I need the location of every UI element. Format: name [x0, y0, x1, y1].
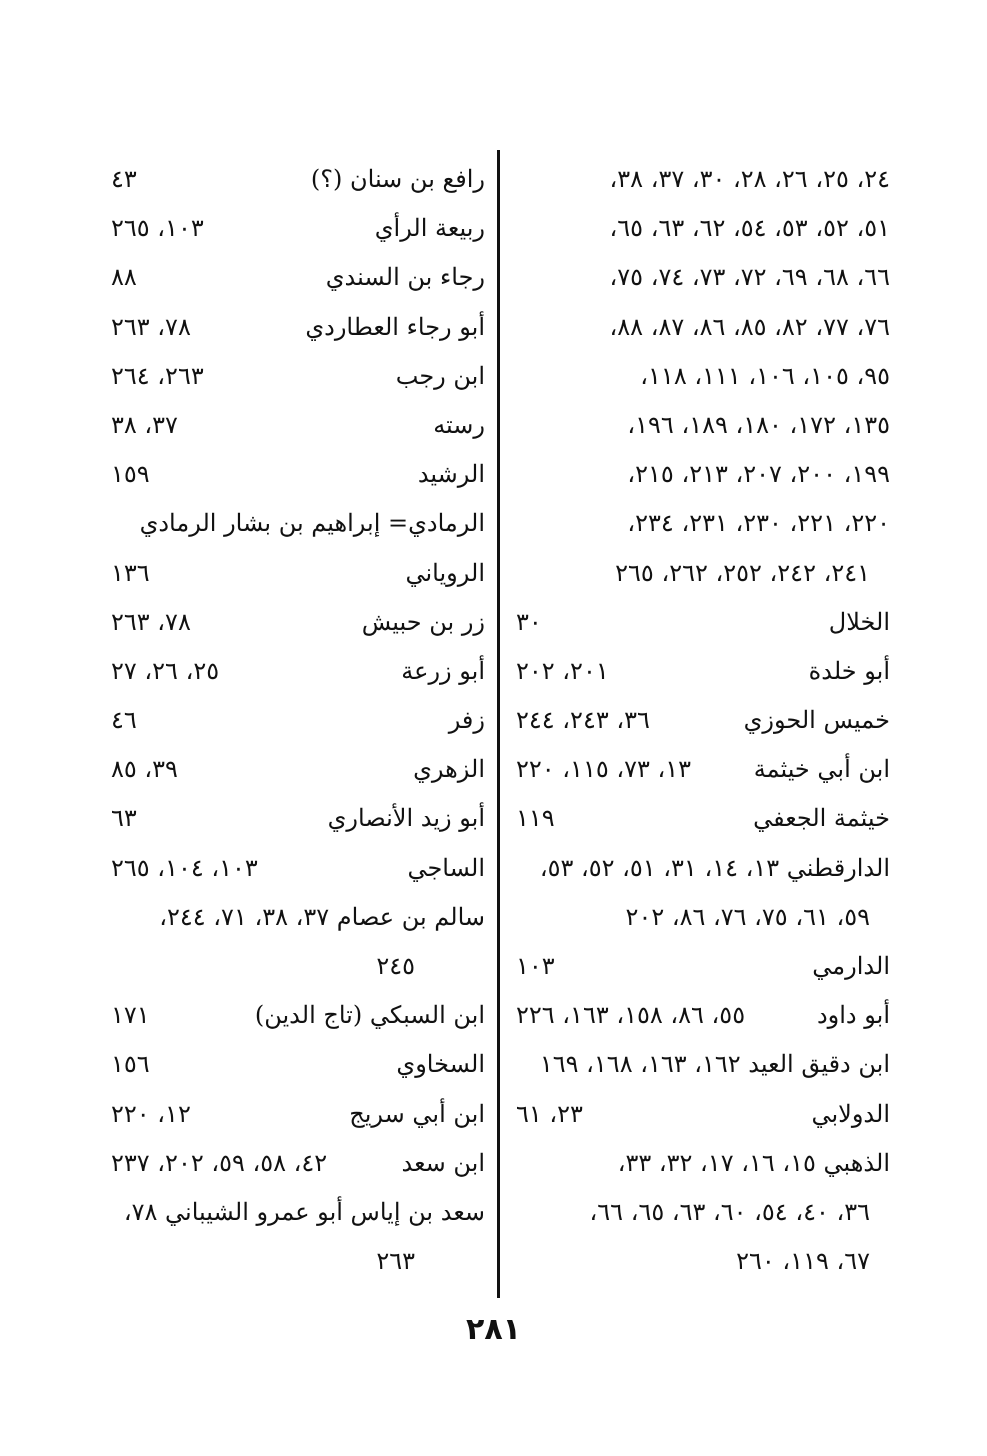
entry-name: ابن سعد — [401, 1148, 485, 1177]
entry-name: زفر — [448, 706, 485, 735]
index-entry — [105, 844, 485, 893]
entry-pages: ١٠٣، ٢٦٥ — [111, 214, 204, 243]
entry-pages: ٤٢، ٥٨، ٥٩، ٢٠٢، ٢٣٧ — [111, 1148, 328, 1177]
entry-text: سالم بن عصام ٣٧، ٣٨، ٧١، ٢٤٤، — [159, 902, 485, 931]
entry-name: الروياني — [405, 558, 485, 587]
entry-pages: ١٣٦ — [111, 558, 150, 587]
entry-text: الذهبي ١٥، ١٦، ١٧، ٣٢، ٣٣، — [617, 1148, 890, 1177]
entry-continuation: ٥١، ٥٢، ٥٣، ٥٤، ٦٢، ٦٣، ٦٥، — [609, 214, 890, 243]
entry-pages: ٤٦ — [111, 706, 137, 735]
entry-continuation: ٦٦، ٦٨، ٦٩، ٧٢، ٧٣، ٧٤، ٧٥، — [609, 263, 890, 292]
entry-pages: ١٢، ٢٢٠ — [111, 1099, 191, 1128]
page-number: ٢٨١ — [466, 1312, 521, 1347]
entry-text: سعد بن إياس أبو عمرو الشيباني ٧٨، — [123, 1197, 485, 1226]
index-entry — [510, 450, 890, 499]
index-entry — [105, 499, 485, 548]
entry-name: ابن أبي خيثمة — [753, 755, 890, 784]
entry-continuation: ٧٦، ٧٧، ٨٢، ٨٥، ٨٦، ٨٧، ٨٨، — [609, 312, 890, 341]
index-entry — [105, 893, 485, 942]
entry-continuation: ٢٤، ٢٥، ٢٦، ٢٨، ٣٠، ٣٧، ٣٨، — [609, 165, 890, 193]
index-entry — [510, 942, 890, 991]
index-entry — [510, 1237, 890, 1286]
index-entry — [510, 991, 890, 1040]
entry-name: خيثمة الجعفي — [753, 804, 890, 833]
index-entry — [105, 1090, 485, 1139]
entry-pages: ٨٨ — [111, 263, 137, 292]
entry-pages: ٤٣ — [111, 165, 137, 193]
index-entry — [105, 401, 485, 450]
entry-name: الدارمي — [812, 952, 890, 980]
entry-text: ابن دقيق العيد ١٦٢، ١٦٣، ١٦٨، ١٦٩ — [539, 1050, 890, 1079]
entry-name: رافع بن سنان (؟) — [310, 165, 485, 193]
entry-name: زر بن حبيش — [361, 607, 485, 636]
entry-pages: ٥٥، ٨٦، ١٥٨، ١٦٣، ٢٢٦ — [516, 1001, 746, 1030]
index-entry — [105, 352, 485, 401]
index-entry — [510, 844, 890, 893]
index-column-left — [105, 155, 485, 1305]
index-entry — [510, 1090, 890, 1139]
entry-continuation: ٣٦، ٤٠، ٥٤، ٦٠، ٦٣، ٦٥، ٦٦، — [589, 1197, 870, 1226]
entry-pages: ١٣، ٧٣، ١١٥، ٢٢٠ — [516, 755, 692, 784]
entry-pages: ٣٠ — [516, 607, 542, 636]
entry-pages: ١٠٣، ١٠٤، ٢٦٥ — [111, 853, 258, 882]
entry-name: السخاوي — [396, 1050, 485, 1079]
index-entry — [105, 745, 485, 794]
index-entry — [105, 253, 485, 302]
index-entry — [510, 647, 890, 696]
index-entry — [105, 991, 485, 1040]
entry-name: رسته — [433, 410, 485, 439]
index-entry — [105, 1237, 485, 1286]
index-entry — [105, 549, 485, 598]
entry-continuation: ٢٤١، ٢٤٢، ٢٥٢، ٢٦٢، ٢٦٥ — [615, 558, 870, 587]
entry-text: الدارقطني ١٣، ١٤، ٣١، ٥١، ٥٢، ٥٣، — [539, 853, 890, 882]
index-entry — [510, 253, 890, 302]
index-entry — [510, 1139, 890, 1188]
index-entry — [105, 696, 485, 745]
entry-name: الزهري — [413, 755, 485, 784]
index-entry — [105, 303, 485, 352]
entry-name: ابن رجب — [395, 361, 485, 390]
index-entry — [105, 942, 485, 991]
index-entry — [510, 401, 890, 450]
entry-pages: ٢٠١، ٢٠٢ — [516, 656, 609, 685]
index-entry — [105, 794, 485, 843]
entry-name: أبو رجاء العطاردي — [305, 312, 485, 341]
entry-pages: ٧٨، ٢٦٣ — [111, 312, 191, 341]
entry-pages: ٣٧، ٣٨ — [111, 410, 178, 439]
index-entry — [105, 450, 485, 499]
entry-name: الساجي — [407, 853, 485, 882]
index-entry — [510, 499, 890, 548]
index-entry — [105, 155, 485, 204]
entry-pages: ٢٣، ٦١ — [516, 1099, 583, 1128]
entry-name: ابن السبكي (تاج الدين) — [254, 1001, 485, 1030]
index-entry — [510, 549, 890, 598]
index-entry — [510, 696, 890, 745]
index-entry — [105, 204, 485, 253]
index-entry — [105, 1188, 485, 1237]
entry-pages: ٢٥، ٢٦، ٢٧ — [111, 656, 220, 685]
entry-continuation: ٦٧، ١١٩، ٢٦٠ — [736, 1247, 870, 1276]
entry-continuation: ٢٤٥ — [376, 952, 415, 980]
entry-continuation: ٥٩، ٦١، ٧٥، ٧٦، ٨٦، ٢٠٢ — [625, 902, 870, 931]
entry-name: أبو داود — [816, 1001, 890, 1030]
entry-name: رجاء بن السندي — [325, 263, 485, 292]
index-entry — [510, 745, 890, 794]
entry-pages: ١٠٣ — [516, 952, 555, 980]
index-entry — [510, 794, 890, 843]
entry-name: الرشيد — [417, 460, 485, 489]
entry-name: ربيعة الرأي — [374, 214, 485, 243]
column-divider — [497, 150, 500, 1298]
entry-name: أبو زيد الأنصاري — [327, 804, 485, 833]
entry-continuation: ١٩٩، ٢٠٠، ٢٠٧، ٢١٣، ٢١٥، — [627, 460, 890, 489]
entry-text: الرمادي= إبراهيم بن بشار الرمادي — [139, 509, 485, 538]
entry-name: الخلال — [828, 607, 890, 636]
index-entry — [510, 303, 890, 352]
entry-pages: ١٥٩ — [111, 460, 150, 489]
index-entry — [510, 598, 890, 647]
index-entry — [510, 1040, 890, 1089]
entry-continuation: ٢٢٠، ٢٢١، ٢٣٠، ٢٣١، ٢٣٤، — [627, 509, 890, 538]
index-entry — [105, 1139, 485, 1188]
entry-pages: ٢٦٣، ٢٦٤ — [111, 361, 204, 390]
entry-pages: ١٥٦ — [111, 1050, 150, 1079]
entry-pages: ١١٩ — [516, 804, 555, 833]
index-entry — [510, 155, 890, 204]
index-column-right — [510, 155, 890, 1305]
entry-name: ابن أبي سريج — [349, 1099, 485, 1128]
entry-continuation: ١٣٥، ١٧٢، ١٨٠، ١٨٩، ١٩٦، — [627, 410, 890, 439]
entry-name: أبو خلدة — [808, 656, 890, 685]
entry-pages: ٦٣ — [111, 804, 137, 833]
entry-pages: ٧٨، ٢٦٣ — [111, 607, 191, 636]
entry-pages: ٣٦، ٢٤٣، ٢٤٤ — [516, 706, 650, 735]
entry-pages: ٣٩، ٨٥ — [111, 755, 178, 784]
entry-pages: ١٧١ — [111, 1001, 150, 1030]
index-entry — [105, 598, 485, 647]
index-entry — [510, 1188, 890, 1237]
index-entry — [510, 893, 890, 942]
entry-continuation: ٩٥، ١٠٥، ١٠٦، ١١١، ١١٨، — [640, 361, 890, 390]
index-entry — [510, 204, 890, 253]
index-entry — [105, 1040, 485, 1089]
entry-name: الدولابي — [811, 1099, 890, 1128]
index-entry — [510, 352, 890, 401]
index-entry — [105, 647, 485, 696]
entry-name: أبو زرعة — [401, 656, 485, 685]
entry-name: خميس الحوزي — [743, 706, 890, 735]
entry-continuation: ٢٦٣ — [376, 1247, 415, 1276]
